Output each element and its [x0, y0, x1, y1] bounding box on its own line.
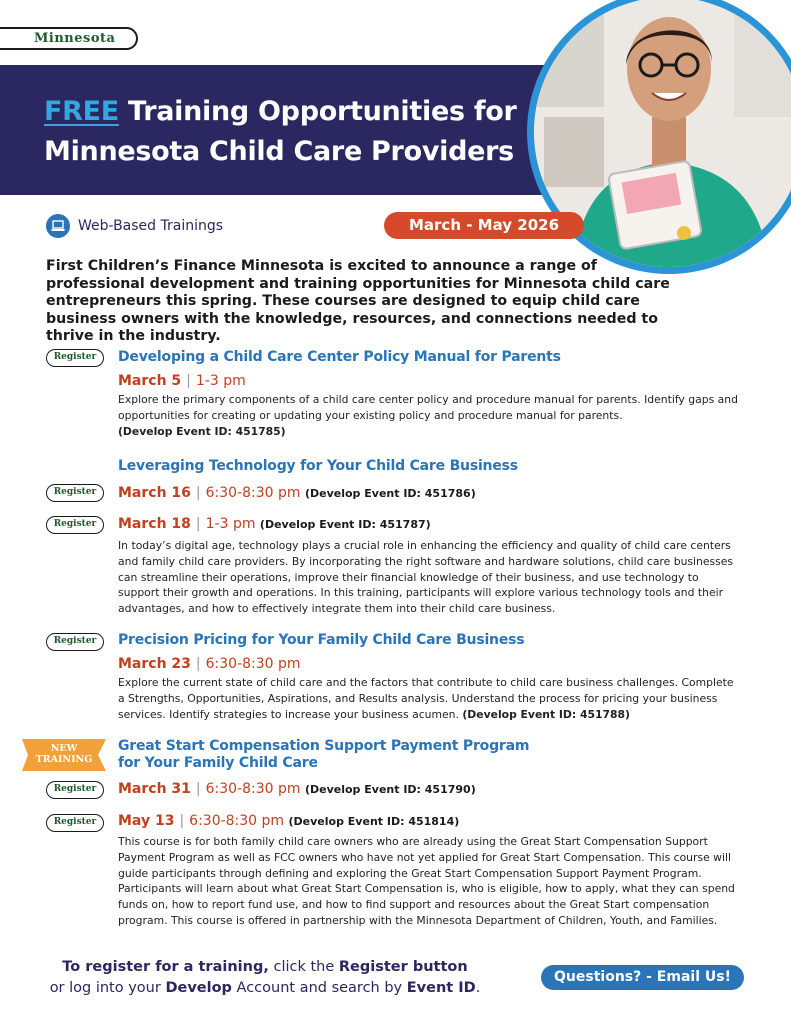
- course-title-1: Developing a Child Care Center Policy Manual for Parents: [118, 349, 561, 365]
- session-date-line: March 16 | 6:30-8:30 pm (Develop Event ID: 451786): [118, 485, 476, 501]
- footer-strong-7: Event ID: [406, 980, 476, 996]
- new-tag-line2: TRAINING: [35, 754, 93, 765]
- registration-instructions: [40, 957, 490, 999]
- course-description-1: [118, 392, 743, 439]
- event-id: (Develop Event ID: 451786): [304, 487, 476, 500]
- session-time: 1-3 pm: [205, 516, 256, 532]
- session-date: March 5: [118, 373, 182, 389]
- intro-paragraph: First Children’s Finance Minnesota is excited to announce a range of professional development and training opportunities for Minnesota child care entrepreneurs this spring. These courses are designed to equip child care business owners with the knowledge, resources, and connections needed to thrive in the industry.: [46, 258, 670, 344]
- course-title-4: [118, 738, 529, 772]
- session-time: 6:30-8:30 pm: [205, 485, 301, 501]
- register-button-course-2b[interactable]: Register: [46, 516, 104, 534]
- new-tag-line1: NEW: [50, 743, 78, 754]
- session-date: March 18: [118, 516, 191, 532]
- date-range-badge: March - May 2026: [384, 212, 584, 239]
- course-title-4-line2: for Your Family Child Care: [118, 755, 318, 771]
- session-date-line: May 13 | 6:30-8:30 pm (Develop Event ID: 451814): [118, 813, 460, 829]
- register-button-course-2a[interactable]: Register: [46, 484, 104, 502]
- course-title-4-line1: Great Start Compensation Support Payment Program: [118, 738, 530, 754]
- register-button-course-3[interactable]: Register: [46, 633, 104, 651]
- description-text: Explore the current state of child care and the factors that contribute to child care business challenges. Complete a Strengths, Opportunities, Aspirations, and Results analysis. Understand the process for pricing your business services. Identify strategies to increase your business acumen.: [118, 676, 734, 721]
- course-description-3: [118, 675, 743, 722]
- session-date: March 31: [118, 781, 191, 797]
- event-id: (Develop Event ID: 451788): [462, 707, 630, 721]
- footer-text-4: or log into your: [49, 980, 166, 996]
- session-date: March 16: [118, 485, 191, 501]
- session-date-line: March 18 | 1-3 pm (Develop Event ID: 451787): [118, 516, 431, 532]
- title-line1: Training Opportunities for: [128, 96, 517, 127]
- course-title-3: Precision Pricing for Your Family Child Care Business: [118, 632, 525, 648]
- format-indicator: [46, 214, 223, 238]
- page-title: [44, 92, 564, 172]
- title-line2: Minnesota Child Care Providers: [44, 136, 514, 167]
- footer-text-8: .: [475, 980, 481, 996]
- course-description-2: In today’s digital age, technology plays a crucial role in enhancing the efficiency and quality of child care centers and family child care providers. By incorporating the right software and hardware solutions, child care businesses can streamline their operations, improve their financial knowledge of their business, and use technology to support their growth and operations. In this training, participants will explore various technology tools and their advantages, and how to effectively integrate them into their child care business.: [118, 539, 734, 616]
- event-id: (Develop Event ID: 451790): [304, 783, 476, 796]
- footer-text-6: Account and search by: [231, 980, 407, 996]
- course-description-4: This course is for both family child care owners who are already using the Great Start Compensation Support Payment Program as well as FCC owners who have not yet applied for Great Start Compensation. This course will guide participants through defining and exploring the Great Start Compensation Support Payment Program. Participants will learn about what Great Start Compensation is, who is eligible, how to apply, what they can spend funds on, how to report fund use, and how to find support and resources about the Great Start compensation program. This course is offered in partnership with the Minnesota Department of Children, Youth, and Families.: [118, 835, 735, 927]
- footer-strong-3: Register button: [338, 959, 468, 975]
- session-date: March 23: [118, 656, 191, 672]
- new-training-tag: [22, 739, 106, 771]
- brand-logo: [0, 27, 138, 50]
- event-id: (Develop Event ID: 451787): [259, 518, 431, 531]
- session-time: 6:30-8:30 pm: [189, 813, 285, 829]
- event-id: (Develop Event ID: 451814): [288, 815, 460, 828]
- session-date-line: March 31 | 6:30-8:30 pm (Develop Event ID: 451790): [118, 781, 476, 797]
- session-time: 1-3 pm: [195, 373, 246, 389]
- session-date-line: March 23 | 6:30-8:30 pm: [118, 656, 301, 672]
- brand-name: Minnesota: [34, 31, 116, 46]
- email-us-button[interactable]: Questions? - Email Us!: [541, 965, 744, 990]
- session-time: 6:30-8:30 pm: [205, 781, 301, 797]
- register-button-course-4a[interactable]: Register: [46, 781, 104, 799]
- session-date: May 13: [118, 813, 175, 829]
- footer-text-2: click the: [268, 959, 339, 975]
- format-label: Web-Based Trainings: [78, 218, 224, 234]
- session-date-line: March 5 | 1-3 pm: [118, 373, 246, 389]
- session-time: 6:30-8:30 pm: [205, 656, 301, 672]
- event-id: (Develop Event ID: 451785): [118, 424, 286, 438]
- register-button-course-4b[interactable]: Register: [46, 814, 104, 832]
- laptop-icon: [46, 214, 70, 238]
- title-free: FREE: [44, 96, 119, 127]
- footer-strong-1: To register for a training,: [62, 959, 269, 975]
- register-button-course-1[interactable]: Register: [46, 349, 104, 367]
- footer-strong-5: Develop: [165, 980, 232, 996]
- description-text: Explore the primary components of a child care center policy and procedure manual for parents. Identify gaps and opportunities for creating or updating your existing policy and procedure manual for parents.: [118, 393, 738, 422]
- course-title-2: Leveraging Technology for Your Child Care Business: [118, 458, 518, 474]
